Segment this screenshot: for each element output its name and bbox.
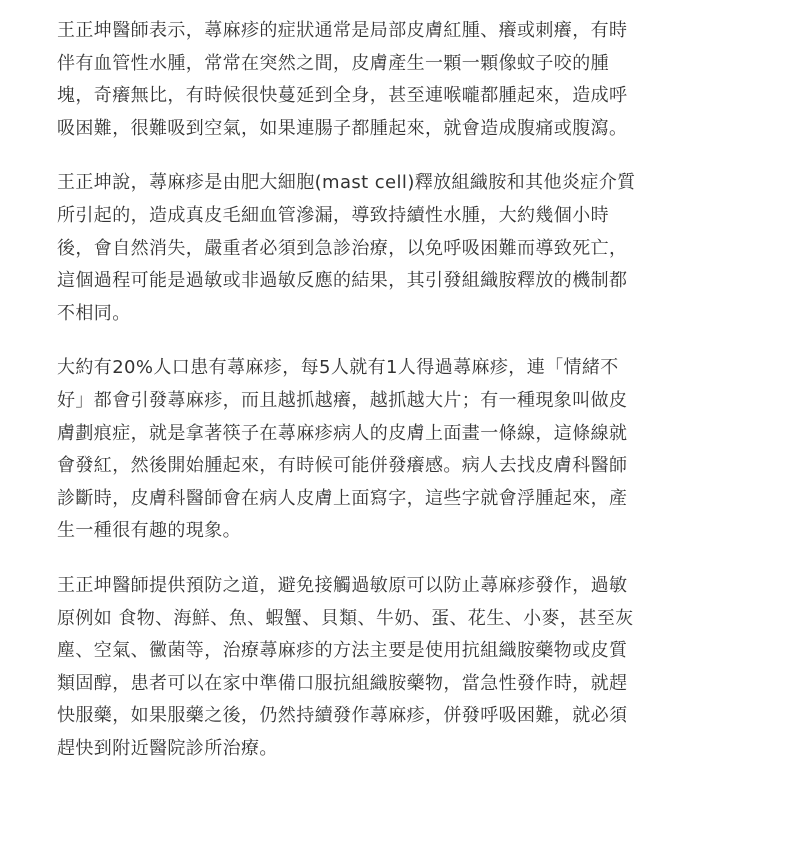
text-line: 吸困難，很難吸到空氣，如果連腸子都腫起來，就會造成腹痛或腹瀉。 (57, 117, 628, 139)
text-line: 類固醇，患者可以在家中準備口服抗組織胺藥物，當急性發作時，就趕 (57, 672, 628, 694)
text-line: 好」都會引發蕁麻疹，而且越抓越癢，越抓越大片；有一種現象叫做皮 (57, 389, 628, 411)
text-line: 所引起的，造成真皮毛細血管滲漏，導致持續性水腫，大約幾個小時 (57, 204, 609, 226)
text-line: 王正坤醫師表示，蕁麻疹的症狀通常是局部皮膚紅腫、癢或刺癢，有時 (57, 20, 628, 41)
text-line: 膚劃痕症，就是拿著筷子在蕁麻疹病人的皮膚上面畫一條線，這條線就 (57, 422, 628, 444)
text-line: 塵、空氣、黴菌等，治療蕁麻疹的方法主要是使用抗組織胺藥物或皮質 (57, 640, 628, 662)
text-line: 塊，奇癢無比，有時候很快蔓延到全身，甚至連喉嚨都腫起來，造成呼 (57, 85, 628, 107)
text-line: 王正坤醫師提供預防之道，避免接觸過敏原可以防止蕁麻疹發作，過敏 (57, 574, 628, 596)
text-line: 不相同。 (57, 302, 131, 324)
paragraph-prevention (57, 570, 747, 766)
text-line: 後，會自然消失，嚴重者必須到急診治療，以免呼吸困難而導致死亡， (57, 237, 628, 259)
text-line: 這個過程可能是過敏或非過敏反應的結果，其引發組織胺釋放的機制都 (57, 270, 628, 292)
paragraph-symptoms (57, 15, 747, 145)
text-line: 王正坤說，蕁麻疹是由肥大細胞(mast cell)釋放組織胺和其他炎症介質 (57, 172, 636, 194)
text-line: 診斷時，皮膚科醫師會在病人皮膚上面寫字，這些字就會浮腫起來，產 (57, 487, 628, 509)
text-line: 快服藥，如果服藥之後，仍然持續發作蕁麻疹，併發呼吸困難，就必須 (57, 705, 628, 727)
text-line: 生一種很有趣的現象。 (57, 520, 241, 542)
paragraph-cause (57, 167, 747, 330)
article-body (57, 15, 747, 787)
text-line: 趕快到附近醫院診所治療。 (57, 737, 278, 759)
text-line: 原例如 食物、海鮮、魚、蝦蟹、貝類、牛奶、蛋、花生、小麥，甚至灰 (57, 607, 634, 629)
text-line: 大約有20%人口患有蕁麻疹，每5人就有1人得過蕁麻疹，連「情緒不 (57, 357, 619, 379)
text-line: 伴有血管性水腫，常常在突然之間，皮膚產生一顆一顆像蚊子咬的腫 (57, 52, 609, 74)
paragraph-prevalence (57, 352, 747, 548)
text-line: 會發紅，然後開始腫起來，有時候可能併發癢感。病人去找皮膚科醫師 (57, 455, 628, 477)
